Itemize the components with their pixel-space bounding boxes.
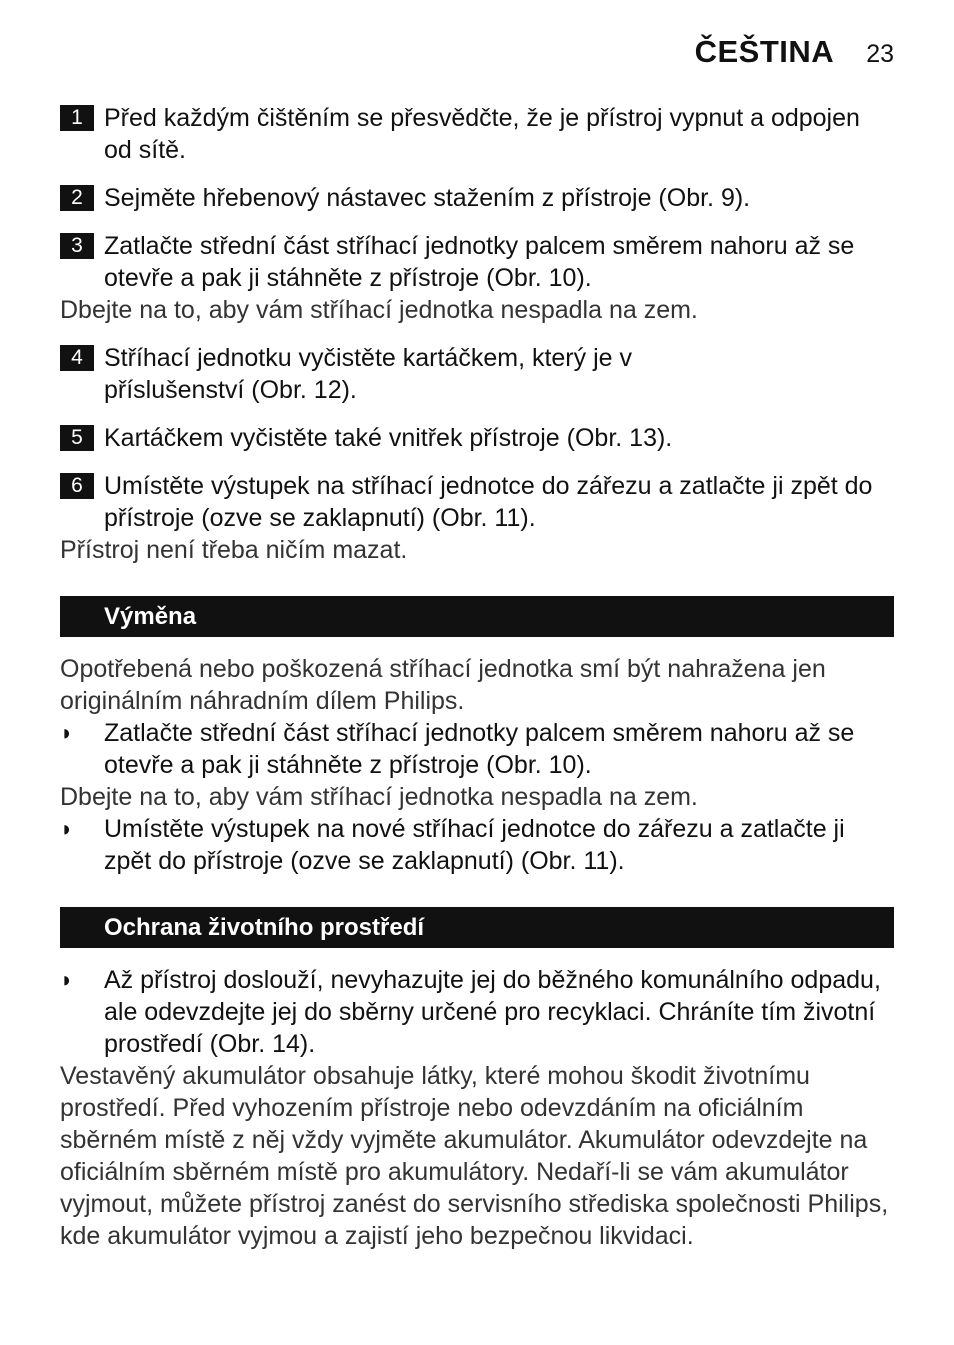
step-number-badge: 1 bbox=[60, 105, 94, 131]
step-text: Sejměte hřebenový nástavec stažením z přístroje (Obr. 9). bbox=[104, 184, 751, 212]
step-number-badge: 4 bbox=[60, 345, 94, 371]
step-number-badge: 5 bbox=[60, 425, 94, 451]
environment-paragraph: Vestavěný akumulátor obsahuje látky, které mohou škodit životnímu prostředí. Před vyhozením přístroje nebo odevzdáním na oficiálním sběrném místě z něj vždy vyjměte akumulátor. Akumulátor odevzdejte na oficiálním sběrném místě pro akumulátory. Nedaří-li se vám akumulátor vyjmout, můžete přístroj zanést do servisního střediska společnosti Philips, kde akumulátor vyjmou a zajistí jeho bezpečnou likvidaci. bbox=[60, 1062, 889, 1250]
replacement-bullet-2 bbox=[60, 813, 894, 877]
step-1 bbox=[60, 102, 894, 166]
page-number: 23 bbox=[866, 40, 894, 68]
step-note: Dbejte na to, aby vám stříhací jednotka nespadla na zem. bbox=[60, 296, 698, 324]
step-text: Kartáčkem vyčistěte také vnitřek přístroje (Obr. 13). bbox=[104, 424, 673, 452]
step-4 bbox=[60, 342, 894, 406]
step-text: Před každým čištěním se přesvědčte, že je přístroj vypnut a odpojen od sítě. bbox=[104, 104, 860, 164]
step-5 bbox=[60, 422, 894, 454]
environment-bullet bbox=[60, 964, 894, 1060]
step-3 bbox=[60, 230, 894, 294]
step-text: Umístěte výstupek na stříhací jednotce do zářezu a zatlačte ji zpět do přístroje (ozve se zaklapnutí) (Obr. 11). bbox=[104, 472, 873, 532]
section-heading-environment: Ochrana životního prostředí bbox=[60, 907, 894, 948]
bullet-icon: ◗ bbox=[60, 967, 74, 992]
bullet-text: Až přístroj doslouží, nevyhazujte jej do běžného komunálního odpadu, ale odevzdejte jej do sběrny určené pro recyklaci. Chráníte tím životní prostředí (Obr. 14). bbox=[104, 966, 881, 1058]
language-title: ČEŠTINA bbox=[694, 34, 835, 69]
bullet-text: Zatlačte střední část stříhací jednotky palcem směrem nahoru až se otevře a pak ji stáhněte z přístroje (Obr. 10). bbox=[104, 719, 855, 779]
replacement-note: Dbejte na to, aby vám stříhací jednotka nespadla na zem. bbox=[60, 783, 698, 811]
section-heading-replacement: Výměna bbox=[60, 596, 894, 637]
page-content bbox=[60, 102, 894, 1252]
step-number-badge: 3 bbox=[60, 233, 94, 259]
step-text: Stříhací jednotku vyčistěte kartáčkem, který je v příslušenství (Obr. 12). bbox=[104, 344, 632, 404]
step-2 bbox=[60, 182, 894, 214]
step-text: Zatlačte střední část stříhací jednotky palcem směrem nahoru až se otevře a pak ji stáhněte z přístroje (Obr. 10). bbox=[104, 232, 855, 292]
bullet-icon: ◗ bbox=[60, 720, 74, 745]
step-6 bbox=[60, 470, 894, 534]
step-note: Přístroj není třeba ničím mazat. bbox=[60, 536, 408, 564]
step-number-badge: 6 bbox=[60, 473, 94, 499]
step-number-badge: 2 bbox=[60, 185, 94, 211]
bullet-text: Umístěte výstupek na nové stříhací jednotce do zářezu a zatlačte ji zpět do přístroje (ozve se zaklapnutí) (Obr. 11). bbox=[104, 815, 845, 875]
replacement-bullet-1 bbox=[60, 717, 894, 781]
replacement-intro: Opotřebená nebo poškozená stříhací jednotka smí být nahražena jen originálním náhradním dílem Philips. bbox=[60, 655, 826, 715]
page-header bbox=[695, 34, 894, 70]
bullet-icon: ◗ bbox=[60, 816, 74, 841]
